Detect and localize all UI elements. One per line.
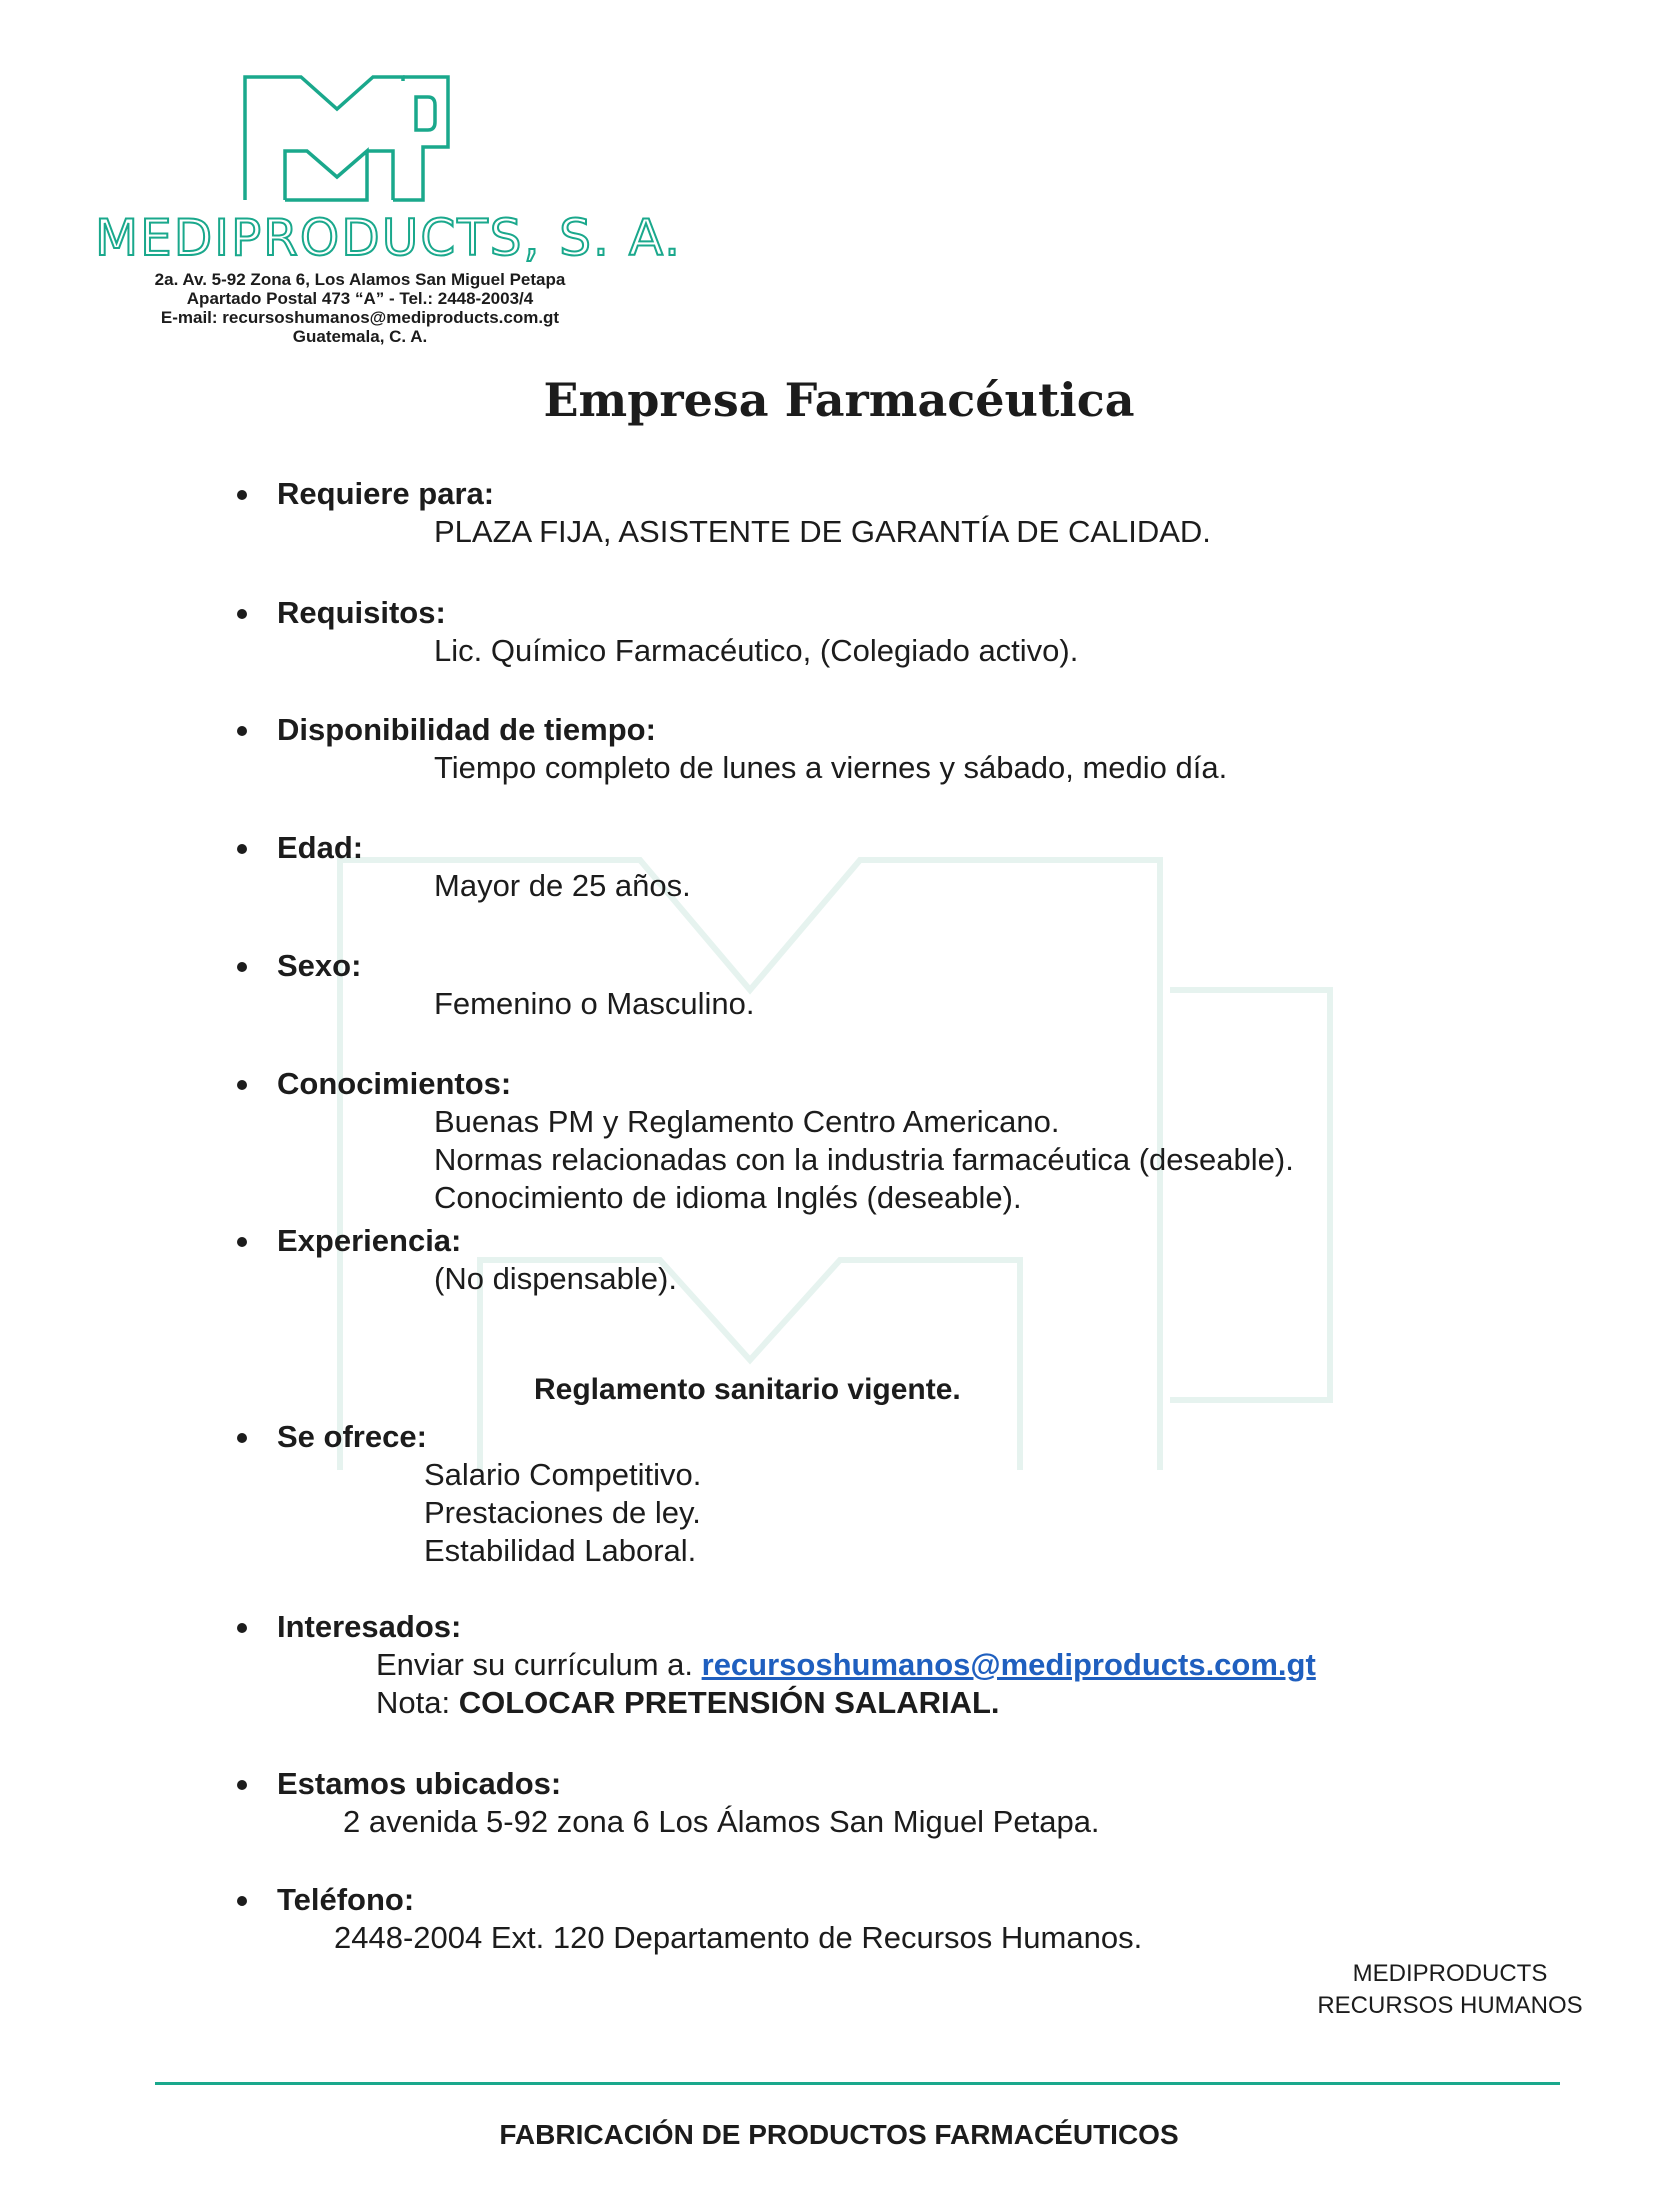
- section-value: Tiempo completo de lunes a viernes y sábado, medio día.: [434, 750, 1228, 785]
- bullet-icon: [237, 1237, 247, 1247]
- section-value: Conocimiento de idioma Inglés (deseable).: [434, 1180, 1022, 1215]
- section-value: Lic. Químico Farmacéutico, (Colegiado activo).: [434, 633, 1079, 668]
- regulation-note: Reglamento sanitario vigente.: [534, 1373, 961, 1406]
- signature-line: RECURSOS HUMANOS: [1317, 1992, 1583, 2019]
- bullet-icon: [237, 1896, 247, 1906]
- footer-divider: [155, 2082, 1560, 2085]
- section-value: Femenino o Masculino.: [434, 986, 755, 1021]
- footer-tagline: FABRICACIÓN DE PRODUCTOS FARMACÉUTICOS: [499, 2119, 1179, 2150]
- bullet-icon: [237, 490, 247, 500]
- hr-signature: [1290, 1958, 1610, 2022]
- section-value: (No dispensable).: [434, 1261, 677, 1296]
- address-line: Apartado Postal 473 “A” - Tel.: 2448-2003/4: [186, 289, 534, 308]
- section-value: Mayor de 25 años.: [434, 868, 691, 903]
- send-cv-text: Enviar su currículum a.: [376, 1647, 693, 1682]
- letterhead-address: [100, 270, 620, 346]
- section-label: Disponibilidad de tiempo:: [277, 712, 656, 747]
- section-value: 2448-2004 Ext. 120 Departamento de Recursos Humanos.: [334, 1920, 1143, 1955]
- section-value: Prestaciones de ley.: [424, 1495, 701, 1530]
- section-label: Requiere para:: [277, 476, 495, 511]
- address-line: Guatemala, C. A.: [292, 327, 428, 346]
- bullet-icon: [237, 609, 247, 619]
- note-text: COLOCAR PRETENSIÓN SALARIAL.: [458, 1685, 1000, 1720]
- page-title: Empresa Farmacéutica: [543, 373, 1135, 427]
- section-label: Estamos ubicados:: [277, 1766, 562, 1801]
- section-value: Estabilidad Laboral.: [424, 1533, 697, 1568]
- signature-line: MEDIPRODUCTS: [1352, 1960, 1548, 1987]
- bullet-icon: [237, 844, 247, 854]
- section-label: Requisitos:: [277, 595, 446, 630]
- mp-logo-icon: [243, 75, 453, 202]
- send-cv-line: [376, 1646, 1316, 1684]
- section-label: Se ofrece:: [277, 1419, 427, 1454]
- bullet-icon: [237, 1780, 247, 1790]
- bullet-icon: [237, 1433, 247, 1443]
- bullet-icon: [237, 962, 247, 972]
- note-prefix: Nota:: [376, 1685, 451, 1720]
- section-value: 2 avenida 5-92 zona 6 Los Álamos San Miguel Petapa.: [343, 1804, 1100, 1839]
- section-label: Experiencia:: [277, 1223, 462, 1258]
- section-value: Buenas PM y Reglamento Centro Americano.: [434, 1104, 1060, 1139]
- bullet-icon: [237, 726, 247, 736]
- section-value: Salario Competitivo.: [424, 1457, 702, 1492]
- email-line: E-mail: recursoshumanos@mediproducts.com.gt: [160, 308, 560, 327]
- section-label: Teléfono:: [277, 1882, 415, 1917]
- company-name-logo: MEDIPRODUCTS, S. A.: [95, 209, 683, 267]
- section-value: PLAZA FIJA, ASISTENTE DE GARANTÍA DE CALIDAD.: [434, 514, 1211, 549]
- section-label: Conocimientos:: [277, 1066, 512, 1101]
- section-value: Normas relacionadas con la industria farmacéutica (deseable).: [434, 1142, 1294, 1177]
- address-line: 2a. Av. 5-92 Zona 6, Los Alamos San Miguel Petapa: [154, 270, 566, 289]
- section-label: Sexo:: [277, 948, 362, 983]
- note-line: [376, 1684, 1000, 1722]
- section-label: Edad:: [277, 830, 364, 865]
- bullet-icon: [237, 1623, 247, 1633]
- hr-email-link[interactable]: recursoshumanos@mediproducts.com.gt: [701, 1647, 1316, 1682]
- bullet-icon: [237, 1080, 247, 1090]
- section-label: Interesados:: [277, 1609, 462, 1644]
